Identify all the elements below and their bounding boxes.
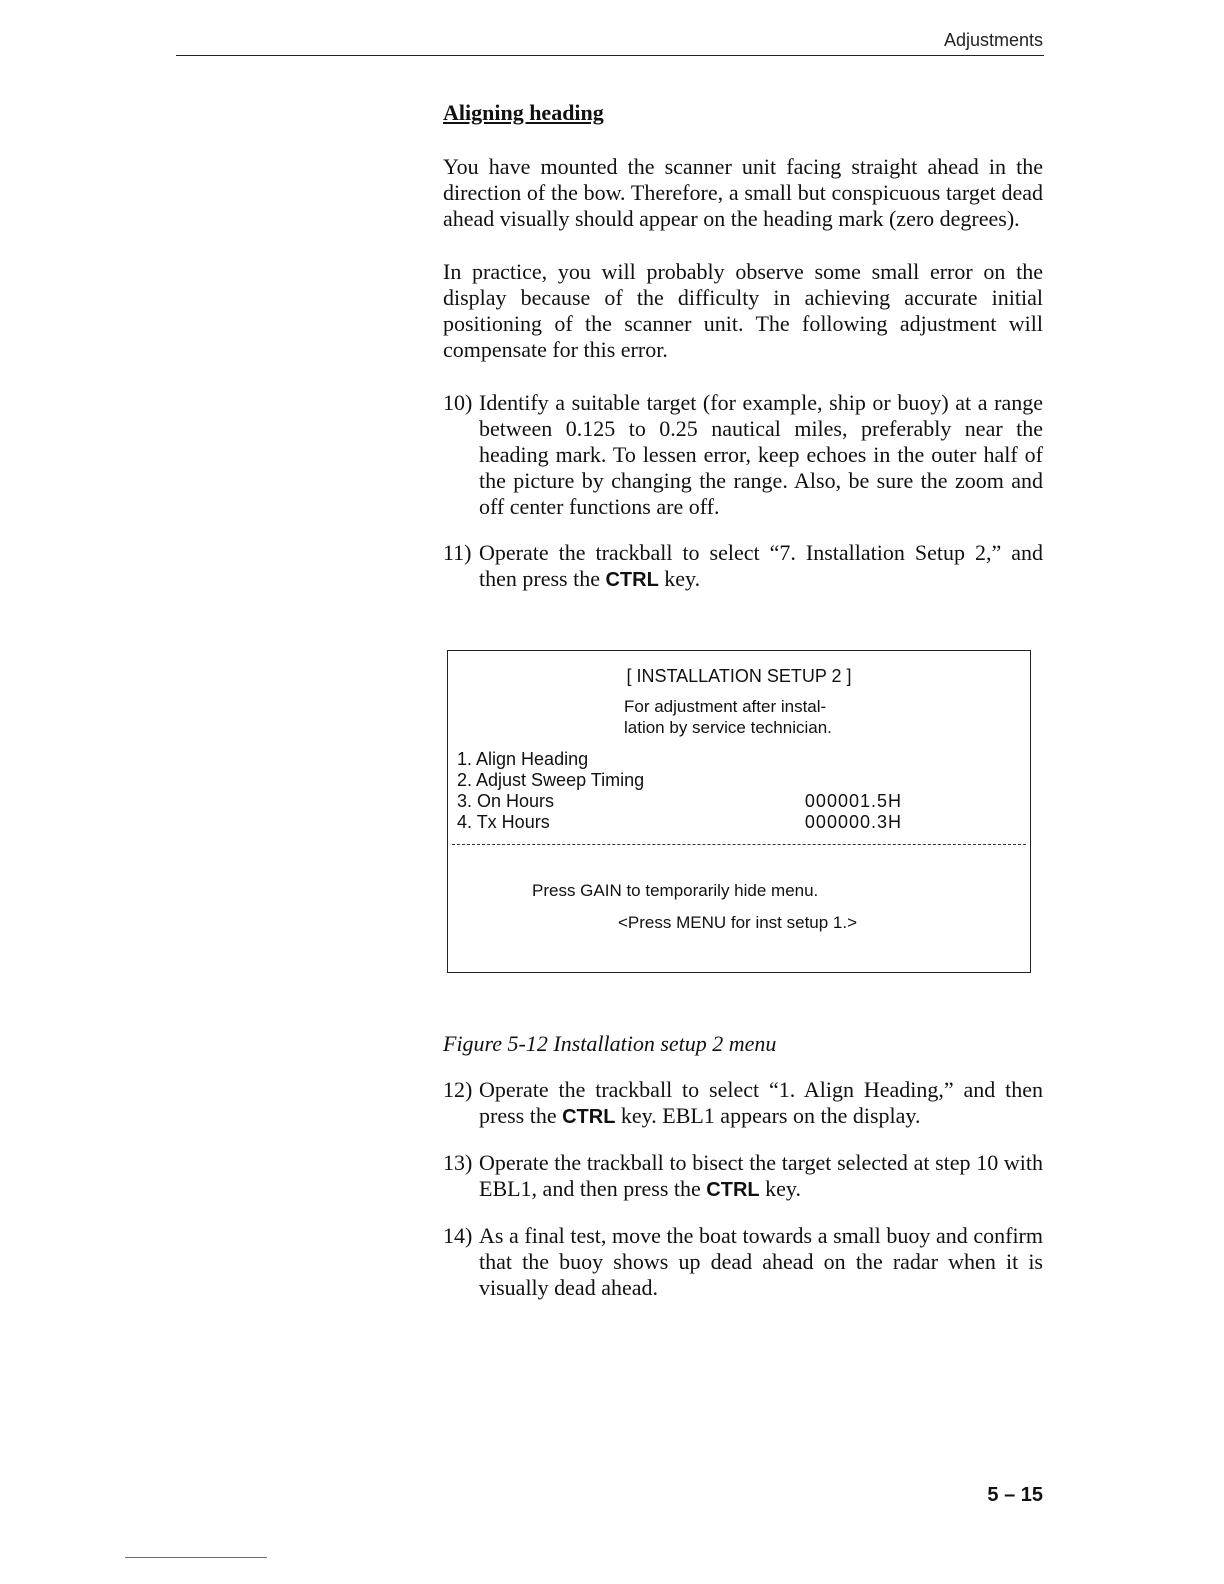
step-13 <box>443 1150 1043 1203</box>
step-text-before: Operate the trackball to select “7. Installation Setup 2,” and then press the <box>479 540 1043 591</box>
menu-item-value: 000000.3H <box>804 812 902 832</box>
step-text-after: key. EBL1 appears on the display. <box>615 1103 921 1128</box>
menu-item-label: 2. Adjust Sweep Timing <box>457 770 645 790</box>
menu-note <box>624 696 884 738</box>
page-number: 5 – 15 <box>987 1484 1043 1506</box>
step-number: 12) <box>443 1077 473 1102</box>
step-text-after: key. <box>759 1176 801 1201</box>
menu-footer-gain: Press GAIN to temporarily hide menu. <box>532 881 819 900</box>
menu-item-align-heading <box>457 749 1017 770</box>
header-rule <box>176 55 1044 56</box>
menu-note-line: For adjustment after instal- <box>624 697 827 716</box>
installation-setup-menu-figure <box>447 650 1031 973</box>
step-14 <box>443 1223 1043 1301</box>
step-number: 11) <box>443 540 472 565</box>
step-text-before: Operate the trackball to bisect the target selected at step 10 with EBL1, and then press the <box>479 1150 1043 1201</box>
step-12 <box>443 1077 1043 1130</box>
menu-item-label: 1. Align Heading <box>457 749 589 769</box>
section-heading: Aligning heading <box>443 100 604 125</box>
menu-item-label: 3. On Hours <box>457 791 555 811</box>
step-text-before: Operate the trackball to select “1. Align Heading,” and then press the <box>479 1077 1043 1128</box>
step-10 <box>443 390 1043 520</box>
step-text <box>479 1150 1043 1203</box>
menu-title: [ INSTALLATION SETUP 2 ] <box>626 666 852 686</box>
menu-item-on-hours <box>457 791 1017 812</box>
key-name: CTRL <box>562 1106 616 1128</box>
main-content-continued <box>443 1077 1043 1321</box>
step-number: 14) <box>443 1223 473 1248</box>
menu-divider <box>452 844 1026 845</box>
menu-item-label: 4. Tx Hours <box>457 812 550 832</box>
menu-item-tx-hours <box>457 812 1017 833</box>
step-text <box>479 1077 1043 1130</box>
menu-footer-menu: <Press MENU for inst setup 1.> <box>618 913 858 932</box>
menu-items <box>457 749 1017 833</box>
key-name: CTRL <box>605 569 659 591</box>
paragraph: You have mounted the scanner unit facing straight ahead in the direction of the bow. Therefore, a small but conspicuous target dead ahead visually should appear on the heading mark (zero degrees). <box>443 154 1043 231</box>
scan-artifact-line <box>125 1557 267 1558</box>
step-text: Identify a suitable target (for example, ship or buoy) at a range between 0.125 to 0.25 nautical miles, preferably near the heading mark. To lessen error, keep echoes in the outer half of the picture by changing the range. Also, be sure the zoom and off center functions are off. <box>479 390 1043 519</box>
main-content <box>443 98 1043 613</box>
menu-item-value: 000001.5H <box>804 791 902 811</box>
menu-note-line: lation by service technician. <box>624 718 832 737</box>
step-text: As a final test, move the boat towards a small buoy and confirm that the buoy shows up dead ahead on the radar when it is visually dead ahead. <box>479 1223 1043 1300</box>
paragraph: In practice, you will probably observe some small error on the display because of the difficulty in achieving accurate initial positioning of the scanner unit. The following adjustment will compensate for this error. <box>443 259 1043 362</box>
key-name: CTRL <box>706 1179 760 1201</box>
step-text-after: key. <box>658 566 701 591</box>
step-number: 13) <box>443 1150 473 1175</box>
figure-caption: Figure 5-12 Installation setup 2 menu <box>443 1031 777 1056</box>
running-head: Adjustments <box>943 30 1043 50</box>
menu-item-adjust-sweep-timing <box>457 770 1017 791</box>
step-11 <box>443 540 1043 593</box>
step-number: 10) <box>443 390 473 415</box>
step-text <box>479 540 1043 593</box>
